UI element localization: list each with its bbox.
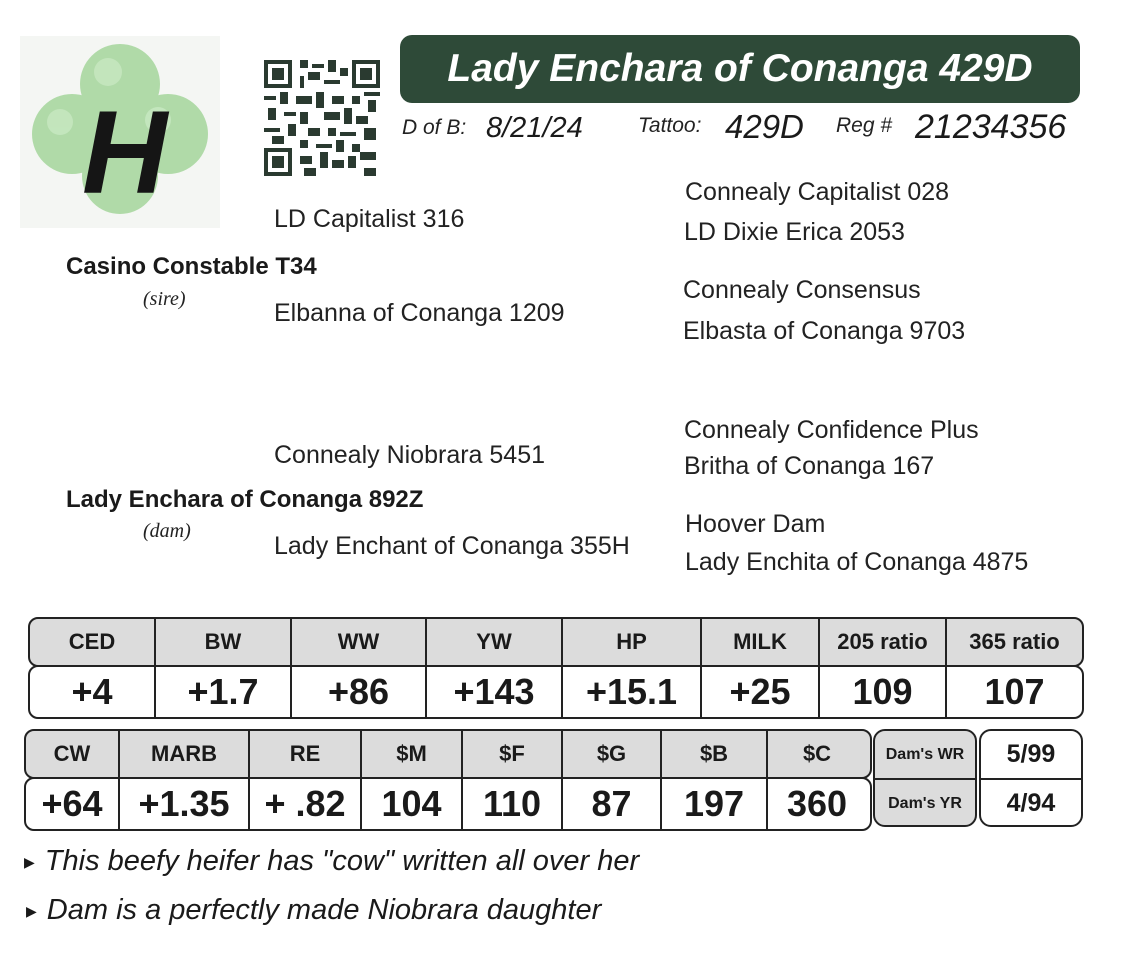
note-text: Dam is a perfectly made Niobrara daughter — [46, 894, 602, 926]
epd-value: +1.7 — [156, 667, 292, 717]
sire-sire-sire: Connealy Capitalist 028 — [685, 178, 950, 206]
epd-header: $G — [563, 731, 662, 777]
sire-sire: LD Capitalist 316 — [274, 205, 465, 233]
sire-role-label: (sire) — [143, 288, 186, 310]
epd-value: +15.1 — [563, 667, 702, 717]
sire-dam-dam: Elbasta of Conanga 9703 — [683, 317, 966, 345]
epd-value: +86 — [292, 667, 427, 717]
dam-role-label: (dam) — [143, 520, 191, 542]
note-2 — [26, 894, 601, 927]
dam-sire-dam: Britha of Conanga 167 — [684, 452, 935, 480]
dam-name: Lady Enchara of Conanga 892Z — [66, 486, 424, 513]
sire-dam-sire: Connealy Consensus — [683, 276, 921, 304]
dob-value: 8/21/24 — [486, 112, 583, 144]
sire-name: Casino Constable T34 — [66, 253, 317, 280]
animal-name-title: Lady Enchara of Conanga 429D — [400, 35, 1080, 103]
dam-yr-value: 4/94 — [1006, 789, 1056, 817]
note-1 — [24, 845, 639, 878]
epd-header: $F — [463, 731, 563, 777]
epd-value: + .82 — [250, 779, 362, 829]
reg-value: 21234356 — [915, 108, 1067, 146]
epd-value: 107 — [984, 671, 1045, 712]
epd-value: 110 — [463, 779, 563, 829]
sire-dam: Elbanna of Conanga 1209 — [274, 299, 565, 327]
epd-header: RE — [250, 731, 362, 777]
epd-header: HP — [563, 619, 702, 665]
epd-header: $B — [662, 731, 768, 777]
epd-header: BW — [156, 619, 292, 665]
sire-sire-dam: LD Dixie Erica 2053 — [684, 218, 905, 246]
epd-value: +143 — [427, 667, 563, 717]
epd-header: MILK — [702, 619, 820, 665]
tattoo-value: 429D — [725, 108, 804, 145]
epd-value: +64 — [26, 779, 120, 829]
epd-header: 365 ratio — [969, 629, 1060, 654]
dam-dam-dam: Lady Enchita of Conanga 4875 — [685, 548, 1029, 576]
epd-header: WW — [292, 619, 427, 665]
dam-sire: Connealy Niobrara 5451 — [274, 441, 546, 469]
epd-row1-headers — [28, 617, 1084, 667]
dam-yr-label: Dam's YR — [888, 794, 962, 812]
dam-wr-value: 5/99 — [981, 731, 1081, 780]
epd-header: YW — [427, 619, 563, 665]
bullet-arrow-icon: ▶ — [26, 903, 37, 919]
epd-value: +4 — [30, 667, 156, 717]
epd-value: 104 — [362, 779, 463, 829]
epd-value: 197 — [662, 779, 768, 829]
qr-code-icon[interactable] — [264, 60, 380, 176]
bullet-arrow-icon: ▶ — [24, 854, 35, 870]
epd-value: 360 — [786, 783, 848, 824]
note-text: This beefy heifer has "cow" written all over her — [44, 845, 640, 877]
epd-header: $M — [362, 731, 463, 777]
epd-header: CED — [30, 619, 156, 665]
epd-row2-values — [24, 777, 872, 831]
epd-value: +25 — [702, 667, 820, 717]
epd-header: 205 ratio — [820, 619, 947, 665]
epd-header: MARB — [120, 731, 250, 777]
tattoo-label: Tattoo: — [638, 114, 702, 137]
logo — [20, 36, 220, 228]
dam-wr-label: Dam's WR — [875, 731, 975, 780]
epd-value: +1.35 — [120, 779, 250, 829]
epd-row2-headers — [24, 729, 872, 779]
dob-label: D of B: — [402, 116, 467, 139]
epd-value: 87 — [563, 779, 662, 829]
dam-dam: Lady Enchant of Conanga 355H — [274, 532, 630, 560]
epd-value: 109 — [820, 667, 947, 717]
dam-stats-values — [979, 729, 1083, 827]
reg-label: Reg # — [836, 114, 893, 137]
epd-row1-values — [28, 665, 1084, 719]
dam-sire-sire: Connealy Confidence Plus — [684, 416, 979, 444]
epd-header: CW — [26, 731, 120, 777]
dam-dam-sire: Hoover Dam — [685, 510, 826, 538]
epd-header: $C — [802, 741, 832, 766]
logo-letter: H — [82, 87, 168, 219]
dam-stats-labels — [873, 729, 977, 827]
